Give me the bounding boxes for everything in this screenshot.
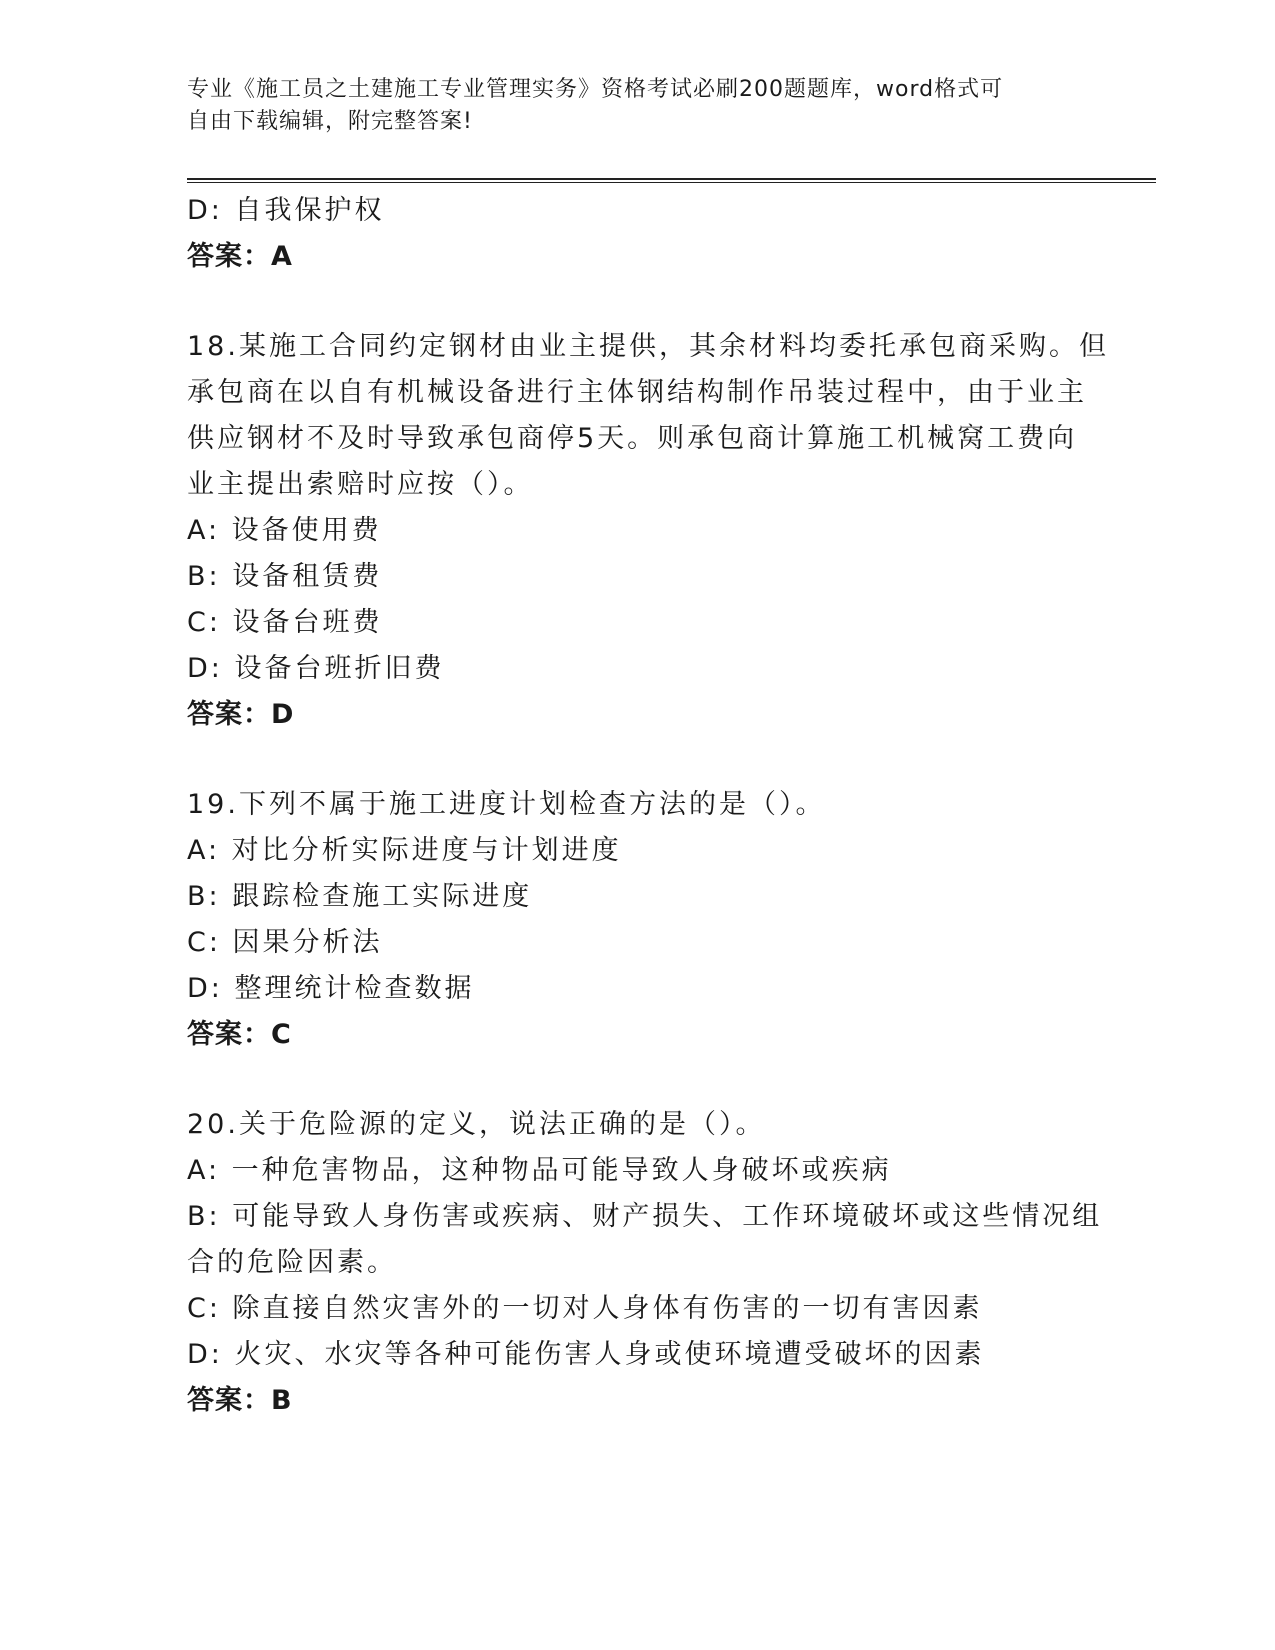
answer-line: 答案：D [187, 699, 295, 730]
header-line-1: 专业《施工员之土建施工专业管理实务》资格考试必刷200题题库，word格式可 [187, 77, 1004, 102]
option-c: C: 因果分析法 [187, 927, 383, 958]
header-divider [187, 178, 1156, 183]
option-a: A: 对比分析实际进度与计划进度 [187, 835, 622, 866]
spacer [187, 1058, 1087, 1102]
header-line-2: 自由下载编辑，附完整答案! [187, 109, 473, 134]
question-19 [187, 782, 1087, 1058]
option-a: A: 设备使用费 [187, 515, 382, 546]
question-stem-line: 承包商在以自有机械设备进行主体钢结构制作吊装过程中，由于业主 [187, 377, 1087, 408]
question-18 [187, 324, 1109, 738]
option-d: D: 自我保护权 [187, 195, 385, 226]
option-b: B: 可能导致人身伤害或疾病、财产损失、工作环境破坏或这些情况组 [187, 1201, 1103, 1232]
option-d: D: 设备台班折旧费 [187, 653, 445, 684]
previous-question-tail [187, 188, 1087, 280]
question-stem-line: 18.某施工合同约定钢材由业主提供，其余材料均委托承包商采购。但 [187, 331, 1109, 362]
option-b: B: 设备租赁费 [187, 561, 383, 592]
option-a: A: 一种危害物品，这种物品可能导致人身破坏或疾病 [187, 1155, 892, 1186]
option-b: B: 跟踪检查施工实际进度 [187, 881, 533, 912]
option-d: D: 火灾、水灾等各种可能伤害人身或使环境遭受破坏的因素 [187, 1339, 985, 1370]
option-d: D: 整理统计检查数据 [187, 973, 475, 1004]
document-body [187, 188, 1109, 1424]
spacer [187, 738, 1087, 782]
option-c: C: 设备台班费 [187, 607, 383, 638]
page-header [187, 74, 1087, 138]
option-b-continued: 合的危险因素。 [187, 1247, 397, 1278]
spacer [187, 280, 1087, 324]
question-stem-line: 业主提出索赔时应按（）。 [187, 469, 534, 500]
answer-line: 答案：C [187, 1019, 292, 1050]
question-stem-line: 19.下列不属于施工进度计划检查方法的是（）。 [187, 789, 826, 820]
question-20 [187, 1102, 1103, 1424]
question-stem-line: 20.关于危险源的定义，说法正确的是（）。 [187, 1109, 766, 1140]
question-stem-line: 供应钢材不及时导致承包商停5天。则承包商计算施工机械窝工费向 [187, 423, 1078, 454]
answer-line: 答案：A [187, 241, 293, 272]
option-c: C: 除直接自然灾害外的一切对人身体有伤害的一切有害因素 [187, 1293, 983, 1324]
answer-line: 答案：B [187, 1385, 293, 1416]
